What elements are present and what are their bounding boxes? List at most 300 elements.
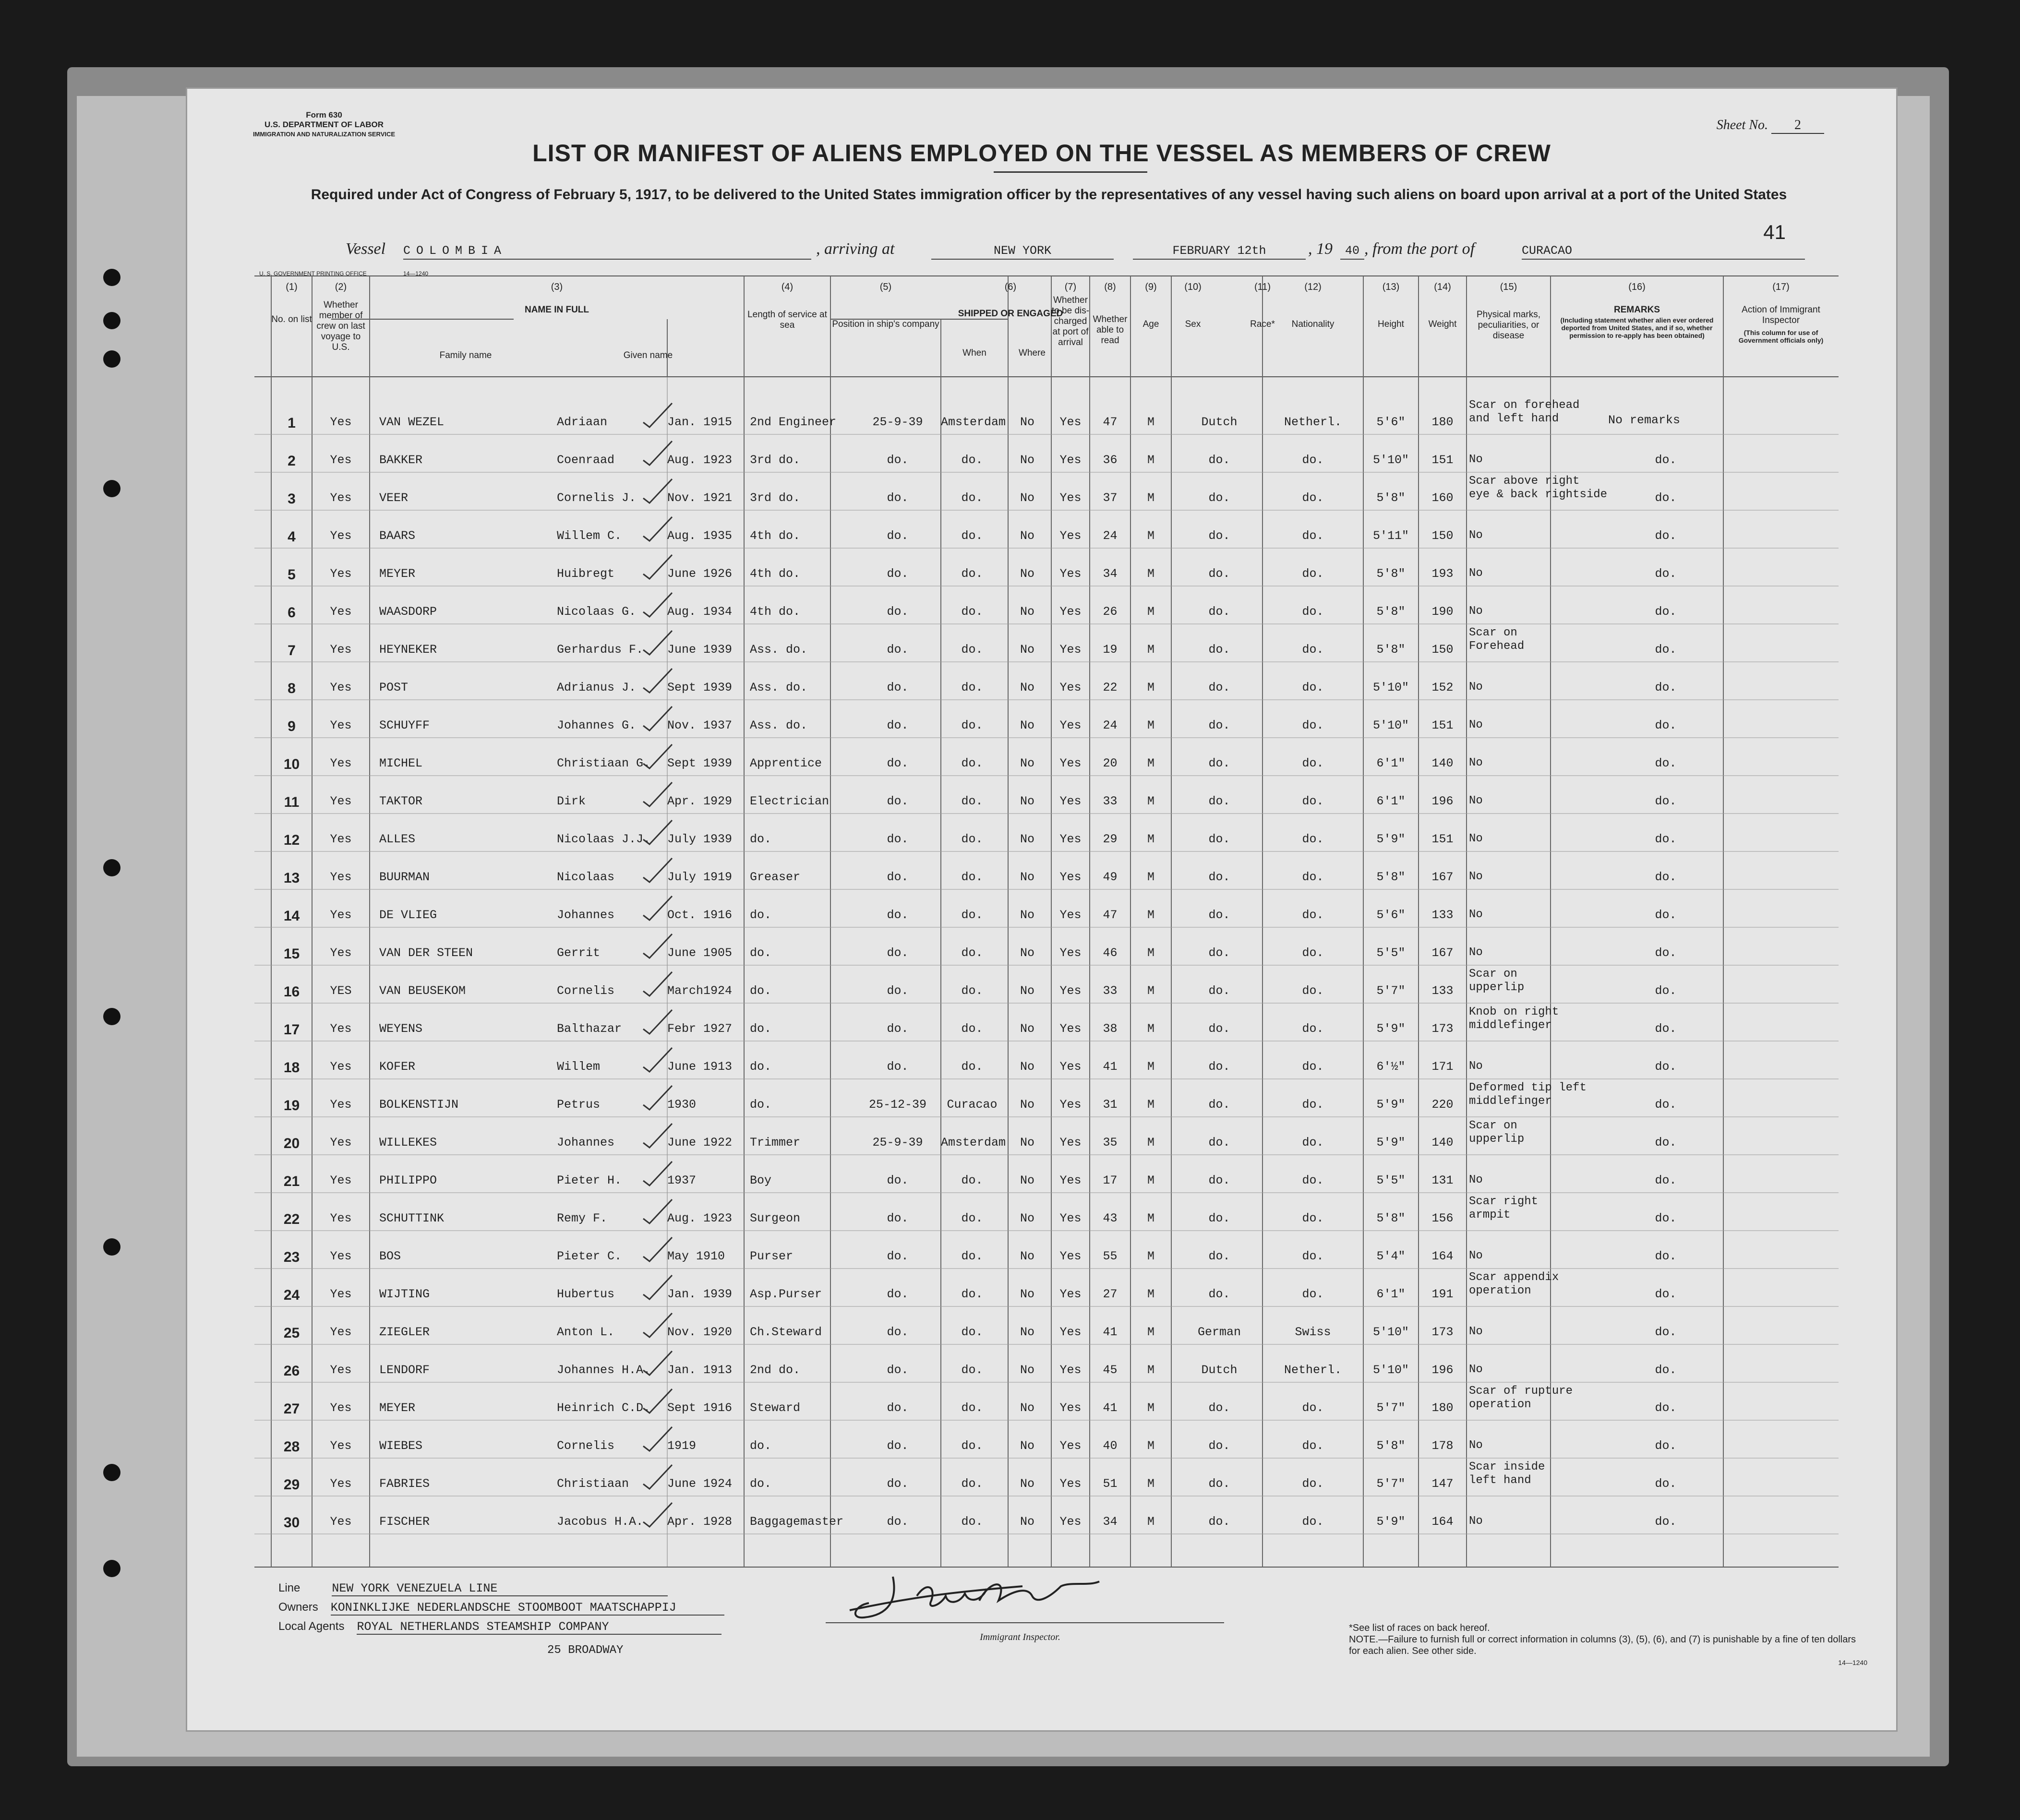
cell-shipped-where: do. — [961, 832, 983, 846]
cell-remarks: do. — [1655, 794, 1677, 808]
cell-last-voyage: Yes — [330, 946, 352, 960]
cell-nationality: do. — [1302, 1401, 1324, 1415]
cell-height: 5'8" — [1376, 605, 1406, 619]
cell-last-voyage: Yes — [330, 794, 352, 808]
cell-able-to-read: Yes — [1059, 1136, 1082, 1149]
cell-height: 6'1" — [1376, 1287, 1406, 1301]
cell-race: do. — [1208, 1022, 1230, 1036]
cell-able-to-read: Yes — [1059, 794, 1082, 808]
cell-race: do. — [1208, 1477, 1230, 1491]
cell-sex: M — [1147, 756, 1154, 770]
header-family-name: Family name — [439, 350, 492, 360]
cell-discharged: No — [1020, 1060, 1034, 1074]
header-last-voyage: Whether member of crew on last voyage to U.S. — [316, 300, 365, 352]
cell-age: 29 — [1103, 832, 1118, 846]
cell-shipped-when: do. — [887, 1249, 909, 1263]
cell-given-name: Pieter C. — [557, 1249, 622, 1263]
header-weight: Weight — [1428, 319, 1457, 329]
cell-discharged: No — [1020, 415, 1034, 429]
cell-remarks: do. — [1655, 718, 1677, 732]
header-age: Age — [1142, 319, 1159, 329]
cell-age: 24 — [1103, 529, 1118, 543]
cell-weight: 152 — [1431, 681, 1454, 694]
sheet-value: 2 — [1771, 118, 1824, 134]
cell-race: do. — [1208, 1173, 1230, 1187]
cell-last-voyage: Yes — [330, 1022, 352, 1036]
header-length-service: Length of service at sea — [747, 310, 827, 330]
cell-weight: 193 — [1431, 567, 1454, 581]
cell-physical-marks: Scar above right eye & back rightside — [1469, 475, 1608, 501]
cell-position: do. — [750, 1477, 772, 1491]
cell-height: 5'10" — [1372, 1363, 1409, 1377]
cell-length-of-service: Apr. 1929 — [667, 794, 733, 808]
column-number: (8) — [1104, 282, 1116, 292]
form-department: U.S. DEPARTMENT OF LABOR — [264, 120, 384, 129]
check-mark — [641, 515, 674, 543]
cell-nationality: do. — [1302, 1249, 1324, 1263]
header-no-on-list: No. on list — [271, 314, 312, 324]
cell-length-of-service: Jan. 1939 — [667, 1287, 733, 1301]
check-mark — [641, 742, 674, 771]
cell-last-voyage: Yes — [330, 1060, 352, 1074]
cell-age: 41 — [1103, 1325, 1118, 1339]
cell-physical-marks: No — [1469, 1439, 1483, 1452]
cell-shipped-when: do. — [887, 1022, 909, 1036]
inspector-label: Immigrant Inspector. — [980, 1632, 1060, 1642]
cell-sex: M — [1147, 1060, 1154, 1074]
cell-nationality: Netherl. — [1284, 1363, 1342, 1377]
cell-race: do. — [1208, 1136, 1230, 1149]
cell-shipped-when: do. — [887, 1173, 909, 1187]
header-nationality: Nationality — [1291, 319, 1335, 329]
cell-given-name: Nicolaas J.J. — [557, 832, 651, 846]
cell-family-name: POST — [379, 681, 409, 694]
cell-nationality: do. — [1302, 1439, 1324, 1453]
cell-able-to-read: Yes — [1059, 1439, 1082, 1453]
cell-discharged: No — [1020, 1211, 1034, 1225]
cell-nationality: do. — [1302, 1022, 1324, 1036]
cell-sex: M — [1147, 1363, 1154, 1377]
cell-length-of-service: Jan. 1915 — [667, 415, 733, 429]
binder-hole — [103, 312, 120, 329]
cell-length-of-service: Jan. 1913 — [667, 1363, 733, 1377]
cell-height: 5'8" — [1376, 1439, 1406, 1453]
footnote — [1349, 1622, 1867, 1668]
table-row — [187, 756, 1896, 785]
cell-shipped-where: do. — [961, 605, 983, 619]
cell-position: Ch.Steward — [750, 1325, 822, 1339]
cell-age: 49 — [1103, 870, 1118, 884]
cell-weight: 173 — [1431, 1325, 1454, 1339]
cell-weight: 150 — [1431, 529, 1454, 543]
cell-length-of-service: Aug. 1923 — [667, 453, 733, 467]
table-row — [187, 1385, 1896, 1430]
cell-height: 5'8" — [1376, 643, 1406, 657]
cell-able-to-read: Yes — [1059, 415, 1082, 429]
cell-height: 5'5" — [1376, 946, 1406, 960]
cell-remarks: do. — [1655, 1173, 1677, 1187]
cell-height: 5'8" — [1376, 491, 1406, 505]
cell-row-number: 22 — [283, 1211, 300, 1227]
cell-length-of-service: Nov. 1937 — [667, 718, 733, 732]
cell-position: do. — [750, 1439, 772, 1453]
cell-shipped-where: do. — [961, 1325, 983, 1339]
cell-shipped-where: do. — [961, 1363, 983, 1377]
binder-hole — [103, 480, 120, 497]
cell-discharged: No — [1020, 1439, 1034, 1453]
cell-shipped-when: 25-12-39 — [868, 1098, 927, 1112]
cell-weight: 171 — [1431, 1060, 1454, 1074]
table-row — [187, 399, 1896, 444]
cell-shipped-when: do. — [887, 1325, 909, 1339]
cell-position: 3rd do. — [750, 453, 801, 467]
cell-shipped-where: Amsterdam — [941, 1136, 1006, 1149]
cell-weight: 196 — [1431, 794, 1454, 808]
cell-family-name: WILLEKES — [379, 1136, 437, 1149]
cell-given-name: Gerrit — [557, 946, 601, 960]
cell-last-voyage: Yes — [330, 1477, 352, 1491]
cell-weight: 140 — [1431, 756, 1454, 770]
cell-shipped-where: do. — [961, 756, 983, 770]
cell-race: do. — [1208, 1060, 1230, 1074]
cell-shipped-when: do. — [887, 1211, 909, 1225]
cell-shipped-where: do. — [961, 984, 983, 998]
cell-sex: M — [1147, 946, 1154, 960]
cell-able-to-read: Yes — [1059, 681, 1082, 694]
cell-race: do. — [1208, 756, 1230, 770]
table-row — [187, 475, 1896, 520]
cell-age: 24 — [1103, 718, 1118, 732]
cell-nationality: do. — [1302, 1060, 1324, 1074]
cell-discharged: No — [1020, 984, 1034, 998]
cell-physical-marks: No — [1469, 718, 1483, 731]
cell-given-name: Gerhardus F. — [557, 643, 644, 657]
cell-weight: 167 — [1431, 946, 1454, 960]
cell-row-number: 7 — [288, 643, 296, 659]
cell-shipped-where: do. — [961, 1477, 983, 1491]
cell-position: Ass. do. — [750, 718, 808, 732]
cell-sex: M — [1147, 794, 1154, 808]
cell-able-to-read: Yes — [1059, 1515, 1082, 1529]
check-mark — [641, 1462, 674, 1491]
cell-discharged: No — [1020, 453, 1034, 467]
cell-shipped-where: do. — [961, 567, 983, 581]
column-number: (2) — [335, 282, 347, 292]
check-mark — [641, 666, 674, 695]
check-mark — [641, 477, 674, 505]
arriving-port: NEW YORK — [931, 244, 1114, 260]
cell-able-to-read: Yes — [1059, 908, 1082, 922]
cell-remarks: do. — [1655, 1211, 1677, 1225]
cell-sex: M — [1147, 1401, 1154, 1415]
cell-physical-marks: Scar appendix operation — [1469, 1271, 1559, 1297]
cell-race: do. — [1208, 567, 1230, 581]
cell-able-to-read: Yes — [1059, 1287, 1082, 1301]
cell-last-voyage: Yes — [330, 415, 352, 429]
cell-weight: 220 — [1431, 1098, 1454, 1112]
cell-discharged: No — [1020, 1363, 1034, 1377]
cell-length-of-service: July 1919 — [667, 870, 733, 884]
cell-sex: M — [1147, 1136, 1154, 1149]
cell-age: 19 — [1103, 643, 1118, 657]
cell-height: 5'8" — [1376, 567, 1406, 581]
cell-shipped-when: 25-9-39 — [872, 1136, 923, 1149]
cell-sex: M — [1147, 529, 1154, 543]
cell-shipped-when: do. — [887, 832, 909, 846]
cell-length-of-service: Oct. 1916 — [667, 908, 733, 922]
check-mark — [641, 1083, 674, 1112]
cell-nationality: do. — [1302, 529, 1324, 543]
cell-nationality: Netherl. — [1284, 415, 1342, 429]
cell-sex: M — [1147, 681, 1154, 694]
cell-position: Surgeon — [750, 1211, 801, 1225]
cell-race: German — [1197, 1325, 1241, 1339]
cell-sex: M — [1147, 832, 1154, 846]
cell-position: do. — [750, 832, 772, 846]
agents-label: Local Agents — [278, 1620, 345, 1633]
cell-race: do. — [1208, 1439, 1230, 1453]
cell-given-name: Adriaan — [557, 415, 608, 429]
column-number: (16) — [1628, 282, 1646, 292]
cell-age: 51 — [1103, 1477, 1118, 1491]
cell-length-of-service: Aug. 1935 — [667, 529, 733, 543]
cell-length-of-service: June 1939 — [667, 643, 733, 657]
cell-row-number: 28 — [283, 1439, 300, 1455]
cell-last-voyage: Yes — [330, 605, 352, 619]
cell-sex: M — [1147, 643, 1154, 657]
cell-discharged: No — [1020, 1022, 1034, 1036]
cell-last-voyage: Yes — [330, 453, 352, 467]
cell-given-name: Anton L. — [557, 1325, 615, 1339]
cell-able-to-read: Yes — [1059, 529, 1082, 543]
cell-remarks: do. — [1655, 529, 1677, 543]
table-row — [187, 567, 1896, 596]
cell-remarks: do. — [1655, 756, 1677, 770]
cell-discharged: No — [1020, 605, 1034, 619]
cell-age: 40 — [1103, 1439, 1118, 1453]
cell-remarks: do. — [1655, 832, 1677, 846]
cell-length-of-service: June 1905 — [667, 946, 733, 960]
table-row — [187, 529, 1896, 558]
cell-remarks: do. — [1655, 643, 1677, 657]
cell-weight: 160 — [1431, 491, 1454, 505]
cell-age: 36 — [1103, 453, 1118, 467]
cell-shipped-where: do. — [961, 453, 983, 467]
cell-race: do. — [1208, 1098, 1230, 1112]
vessel-line — [346, 240, 1810, 264]
title-underline — [994, 171, 1147, 173]
cell-discharged: No — [1020, 1173, 1034, 1187]
cell-last-voyage: Yes — [330, 832, 352, 846]
cell-physical-marks: Scar right armpit — [1469, 1195, 1539, 1221]
check-mark — [641, 818, 674, 847]
cell-remarks: do. — [1655, 1022, 1677, 1036]
cell-given-name: Coenraad — [557, 453, 615, 467]
cell-row-number: 29 — [283, 1477, 300, 1493]
cell-remarks: do. — [1655, 1439, 1677, 1453]
cell-shipped-when: do. — [887, 908, 909, 922]
cell-remarks: do. — [1655, 491, 1677, 505]
table-row — [187, 1249, 1896, 1278]
cell-shipped-where: do. — [961, 1022, 983, 1036]
cell-length-of-service: June 1924 — [667, 1477, 733, 1491]
cell-weight: 180 — [1431, 1401, 1454, 1415]
cell-remarks: do. — [1655, 1060, 1677, 1074]
line-value: NEW YORK VENEZUELA LINE — [332, 1581, 668, 1596]
cell-row-number: 8 — [288, 681, 296, 696]
cell-shipped-where: do. — [961, 794, 983, 808]
cell-shipped-when: do. — [887, 529, 909, 543]
cell-shipped-when: do. — [887, 718, 909, 732]
column-number: (9) — [1145, 282, 1157, 292]
cell-remarks: do. — [1655, 1401, 1677, 1415]
table-row — [187, 968, 1896, 1013]
cell-age: 38 — [1103, 1022, 1118, 1036]
cell-shipped-where: do. — [961, 1249, 983, 1263]
cell-physical-marks: Deformed tip left middlefinger — [1469, 1081, 1587, 1108]
cell-sex: M — [1147, 984, 1154, 998]
cell-height: 5'8" — [1376, 1211, 1406, 1225]
cell-position: Greaser — [750, 870, 801, 884]
cell-given-name: Hubertus — [557, 1287, 615, 1301]
cell-race: do. — [1208, 1211, 1230, 1225]
page-number: 41 — [1763, 221, 1786, 243]
cell-weight: 131 — [1431, 1173, 1454, 1187]
cell-given-name: Dirk — [557, 794, 586, 808]
cell-race: do. — [1208, 908, 1230, 922]
cell-length-of-service: June 1926 — [667, 567, 733, 581]
cell-shipped-where: do. — [961, 1439, 983, 1453]
cell-family-name: HEYNEKER — [379, 643, 437, 657]
cell-shipped-where: do. — [961, 1287, 983, 1301]
table-row — [187, 832, 1896, 861]
cell-age: 45 — [1103, 1363, 1118, 1377]
cell-weight: 147 — [1431, 1477, 1454, 1491]
cell-row-number: 1 — [288, 415, 296, 431]
check-mark — [641, 1425, 674, 1453]
table-row — [187, 1119, 1896, 1164]
cell-nationality: do. — [1302, 681, 1324, 694]
cell-given-name: Johannes — [557, 1136, 615, 1149]
binder-hole — [103, 1238, 120, 1256]
cell-shipped-when: do. — [887, 946, 909, 960]
cell-height: 5'11" — [1372, 529, 1409, 543]
column-number: (13) — [1382, 282, 1400, 292]
cell-family-name: SCHUTTINK — [379, 1211, 445, 1225]
cell-discharged: No — [1020, 832, 1034, 846]
cell-length-of-service: 1937 — [667, 1173, 697, 1187]
table-row — [187, 718, 1896, 747]
cell-race: do. — [1208, 832, 1230, 846]
cell-sex: M — [1147, 1211, 1154, 1225]
cell-family-name: PHILIPPO — [379, 1173, 437, 1187]
cell-physical-marks: No — [1469, 681, 1483, 694]
cell-remarks: do. — [1655, 605, 1677, 619]
cell-shipped-when: do. — [887, 1060, 909, 1074]
cell-shipped-when: do. — [887, 870, 909, 884]
cell-physical-marks: No — [1469, 453, 1483, 466]
cell-able-to-read: Yes — [1059, 1060, 1082, 1074]
table-row — [187, 1081, 1896, 1126]
cell-weight: 190 — [1431, 605, 1454, 619]
cell-physical-marks: No — [1469, 1363, 1483, 1376]
cell-last-voyage: Yes — [330, 529, 352, 543]
cell-able-to-read: Yes — [1059, 946, 1082, 960]
cell-age: 35 — [1103, 1136, 1118, 1149]
cell-length-of-service: June 1913 — [667, 1060, 733, 1074]
cell-weight: 151 — [1431, 718, 1454, 732]
cell-length-of-service: June 1922 — [667, 1136, 733, 1149]
cell-row-number: 26 — [283, 1363, 300, 1379]
cell-nationality: do. — [1302, 946, 1324, 960]
column-number: (4) — [781, 282, 794, 292]
check-mark — [641, 1500, 674, 1529]
cell-height: 5'6" — [1376, 415, 1406, 429]
cell-family-name: WIEBES — [379, 1439, 423, 1453]
cell-able-to-read: Yes — [1059, 1477, 1082, 1491]
cell-length-of-service: Nov. 1920 — [667, 1325, 733, 1339]
cell-shipped-where: do. — [961, 946, 983, 960]
cell-height: 5'7" — [1376, 1401, 1406, 1415]
cell-race: do. — [1208, 453, 1230, 467]
cell-able-to-read: Yes — [1059, 1249, 1082, 1263]
cell-shipped-when: do. — [887, 756, 909, 770]
cell-length-of-service: Sept 1916 — [667, 1401, 733, 1415]
column-number: (15) — [1500, 282, 1517, 292]
cell-physical-marks: No — [1469, 1173, 1483, 1186]
cell-weight: 178 — [1431, 1439, 1454, 1453]
form-service: IMMIGRATION AND NATURALIZATION SERVICE — [252, 131, 396, 138]
cell-last-voyage: Yes — [330, 1325, 352, 1339]
cell-discharged: No — [1020, 718, 1034, 732]
cell-family-name: DE VLIEG — [379, 908, 437, 922]
cell-physical-marks: No — [1469, 529, 1483, 542]
cell-last-voyage: Yes — [330, 1098, 352, 1112]
cell-sex: M — [1147, 718, 1154, 732]
cell-position: do. — [750, 1022, 772, 1036]
check-mark — [641, 970, 674, 998]
agents-value: ROYAL NETHERLANDS STEAMSHIP COMPANY — [357, 1620, 721, 1635]
check-mark — [641, 1349, 674, 1377]
cell-family-name: ALLES — [379, 832, 416, 846]
cell-able-to-read: Yes — [1059, 605, 1082, 619]
cell-shipped-when: do. — [887, 1363, 909, 1377]
header-given-name: Given name — [623, 350, 673, 360]
cell-row-number: 11 — [284, 794, 300, 810]
cell-height: 5'9" — [1376, 1098, 1406, 1112]
header-discharged: Whether to be dis-charged at port of arrival — [1051, 295, 1090, 347]
cell-age: 31 — [1103, 1098, 1118, 1112]
cell-position: do. — [750, 1060, 772, 1074]
check-mark — [641, 1311, 674, 1340]
cell-given-name: Johannes — [557, 908, 615, 922]
column-number: (5) — [879, 282, 892, 292]
cell-position: do. — [750, 908, 772, 922]
cell-nationality: do. — [1302, 1477, 1324, 1491]
cell-nationality: do. — [1302, 1211, 1324, 1225]
cell-given-name: Cornelis J. — [557, 491, 637, 505]
table-row — [187, 605, 1896, 634]
cell-able-to-read: Yes — [1059, 643, 1082, 657]
table-row — [187, 870, 1896, 899]
cell-length-of-service: July 1939 — [667, 832, 733, 846]
cell-nationality: do. — [1302, 1287, 1324, 1301]
footer-agents — [278, 1620, 721, 1635]
cell-shipped-where: Curacao — [947, 1098, 998, 1112]
header-action: Action of Immigrant Inspector — [1742, 305, 1820, 325]
from-port-label: , from the port of — [1364, 240, 1475, 258]
cell-race: do. — [1208, 870, 1230, 884]
